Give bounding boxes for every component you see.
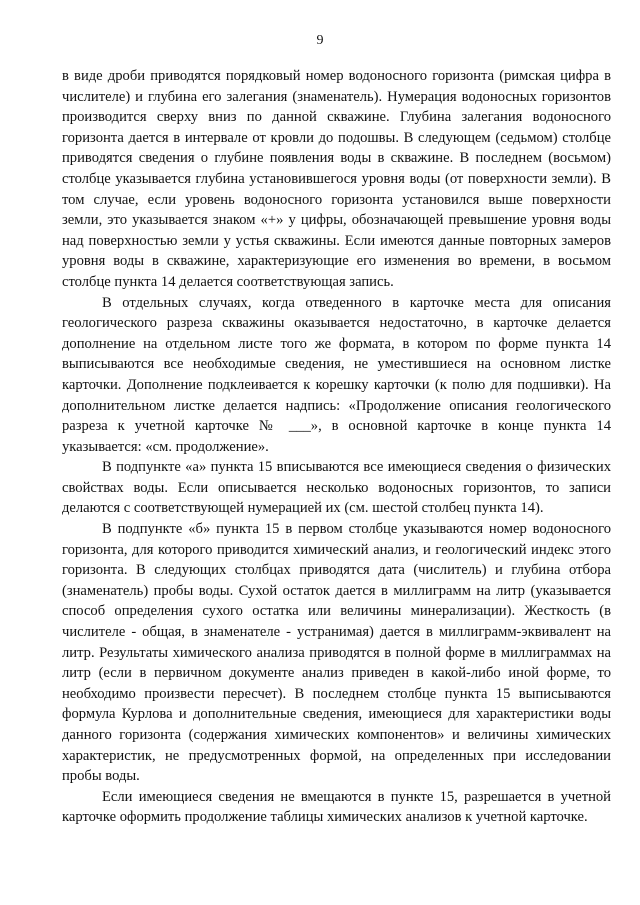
- document-body: [62, 66, 611, 828]
- paragraph-groundwater-horizon-description: в виде дроби приводятся порядковый номер водоносного горизонта (римская цифра в числителе) и глубина его залегания (знаменатель). Нумерация водоносных горизонтов производится сверху вниз по данной скважине. Глубина залегания водоносного горизонта дается в интервале от кровли до подошвы. В следующем (седьмом) столбце приводятся сведения о глубине появления воды в скважине. В последнем (восьмом) столбце указывается глубина установившегося уровня воды (от поверхности земли). В том случае, если уровень водоносного горизонта установился выше поверхности земли, это указывается знаком «+» у цифры, обозначающей превышение уровня воды над поверхностью земли у устья скважины. Если имеются данные повторных замеров уровня воды в скважине, характеризующие его изменения во времени, в восьмом столбце пункта 14 делается соответствующая запись.: [62, 68, 611, 290]
- page-number: 9: [316, 33, 324, 48]
- paragraph-physical-properties: В подпункте «а» пункта 15 вписываются все имеющиеся сведения о физических свойствах воды. Если описывается несколько водоносных горизонтов, то записи делаются с соответствующей нумерацией их (см. шестой столбец пункта 14).: [62, 459, 611, 517]
- paragraph-chemical-analysis: В подпункте «б» пункта 15 в первом столбце указываются номер водоносного горизонта, для которого приводится химический анализ, и геологический индекс этого горизонта. В следующих столбцах приводятся дата (числитель) и глубина отбора (знаменатель) пробы воды. Сухой остаток дается в миллиграмм на литр (указывается способ определения сухого остатка или величины минерализации). Жесткость (в числителе - общая, в знаменателе - устранимая) дается в миллиграмм-эквивалент на литр. Результаты химического анализа приводятся в полной форме в миллиграммах на литр (если в первичном документе анализ приведен в какой-либо иной форме, то необходимо произвести пересчет). В последнем столбце пункта 15 выписываются формула Курлова и дополнительные сведения, имеющиеся для характеристики воды данного горизонта (содержания химических компонентов» и величины химических характеристик, не предусмотренных формой, на определенных при исследовании пробы воды.: [62, 521, 611, 785]
- paragraph-section-supplement: В отдельных случаях, когда отведенного в карточке места для описания геологического разреза скважины оказывается недостаточно, в карточке делается дополнение на отдельном листе того же формата, в котором по форме пункта 14 выписываются все необходимые сведения, не уместившиеся на основном листке карточки. Дополнение подклеивается к корешку карточки (к полю для подшивки). На дополнительном листке делается надпись: «Продолжение описания геологического разреза к учетной карточке № ___», в основной карточке в конце пункта 14 указывается: «см. продолжение».: [62, 294, 611, 455]
- paragraph-analysis-continuation: Если имеющиеся сведения не вмещаются в пункте 15, разрешается в учетной карточке оформить продолжение таблицы химических анализов к учетной карточке.: [62, 788, 611, 826]
